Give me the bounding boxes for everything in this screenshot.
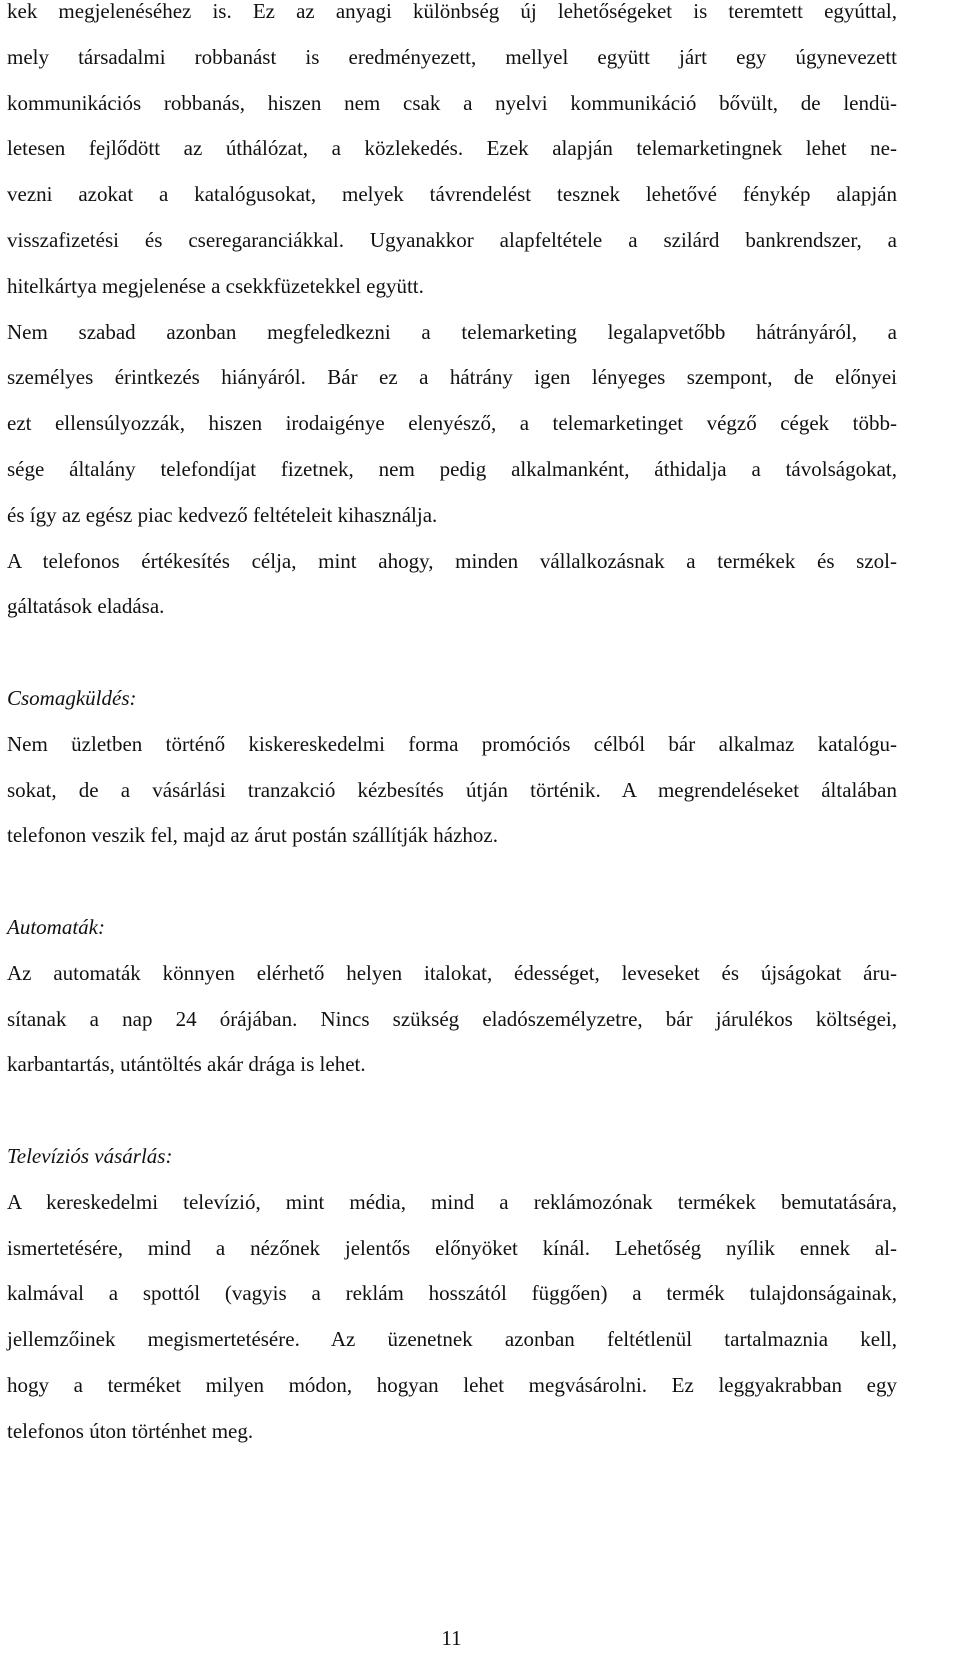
text-line: sokat, de a vásárlási tranzakció kézbesítés útján történik. A megrendeléseket általában [7, 777, 897, 802]
text-line: mely társadalmi robbanást is eredményezett, mellyel együtt járt egy úgynevezett [7, 44, 897, 69]
text-line: hitelkártya megjelenése a csekkfüzetekkel együtt. [7, 273, 424, 298]
text-line: kommunikációs robbanás, hiszen nem csak a nyelvi kommunikáció bővült, de lendü- [7, 90, 897, 115]
text-line: A kereskedelmi televízió, mint média, mind a reklámozónak termékek bemutatására, [7, 1189, 897, 1214]
text-line: Nem szabad azonban megfeledkezni a telemarketing legalapvetőbb hátrányáról, a [7, 319, 897, 344]
paragraph-gap [7, 859, 897, 905]
paragraph-gap [7, 1088, 897, 1134]
paragraph-gap [7, 630, 897, 676]
text-line: ismertetésére, mind a nézőnek jelentős előnyöket kínál. Lehetőség nyílik ennek al- [7, 1235, 897, 1260]
text-line: jellemzőinek megismertetésére. Az üzenetnek azonban feltétlenül tartalmaznia kell, [7, 1327, 897, 1352]
text-line: Az automaták könnyen elérhető helyen italokat, édességet, leveseket és újságokat áru- [7, 960, 897, 985]
text-line: telefonos úton történhet meg. [7, 1418, 254, 1443]
text-line: Nem üzletben történő kiskereskedelmi forma promóciós célból bár alkalmaz katalógu- [7, 731, 897, 756]
section-heading-csomagkuldes: Csomagküldés: [7, 685, 137, 710]
text-line: gáltatások eladása. [7, 594, 165, 619]
text-line: vezni azokat a katalógusokat, melyek távrendelést tesznek lehetővé fénykép alapján [7, 182, 897, 207]
text-line: és így az egész piac kedvező feltételeit kihasználja. [7, 502, 438, 527]
text-line: telefonon veszik fel, majd az árut postán szállítják házhoz. [7, 823, 498, 848]
body-text [7, 0, 897, 1455]
text-line: visszafizetési és cseregaranciákkal. Ugyanakkor alapfeltétele a szilárd bankrendszer, a [7, 227, 897, 252]
text-line: sítanak a nap 24 órájában. Nincs szükség eladószemélyzetre, bár járulékos költségei, [7, 1006, 897, 1031]
page-number: 11 [441, 1626, 462, 1650]
text-line: ezt ellensúlyozzák, hiszen irodaigénye elenyésző, a telemarketinget végző cégek több- [7, 411, 897, 436]
text-line: sége általány telefondíjat fizetnek, nem pedig alkalmanként, áthidalja a távolságokat, [7, 456, 897, 481]
section-heading-automatak: Automaták: [7, 914, 105, 939]
text-line: karbantartás, utántöltés akár drága is lehet. [7, 1052, 366, 1077]
section-heading-televizios-vasarlas: Televíziós vásárlás: [7, 1143, 173, 1168]
text-line: kalmával a spottól (vagyis a reklám hosszától függően) a termék tulajdonságainak, [7, 1281, 897, 1306]
text-line: letesen fejlődött az úthálózat, a közlekedés. Ezek alapján telemarketingnek lehet ne- [7, 136, 897, 161]
text-line: személyes érintkezés hiányáról. Bár ez a hátrány igen lényeges szempont, de előnyei [7, 365, 897, 390]
text-line: kek megjelenéséhez is. Ez az anyagi különbség új lehetőségeket is teremtett egyúttal, [7, 0, 897, 23]
text-line: hogy a terméket milyen módon, hogyan lehet megvásárolni. Ez leggyakrabban egy [7, 1372, 897, 1397]
text-line: A telefonos értékesítés célja, mint ahogy, minden vállalkozásnak a termékek és szol- [7, 548, 897, 573]
